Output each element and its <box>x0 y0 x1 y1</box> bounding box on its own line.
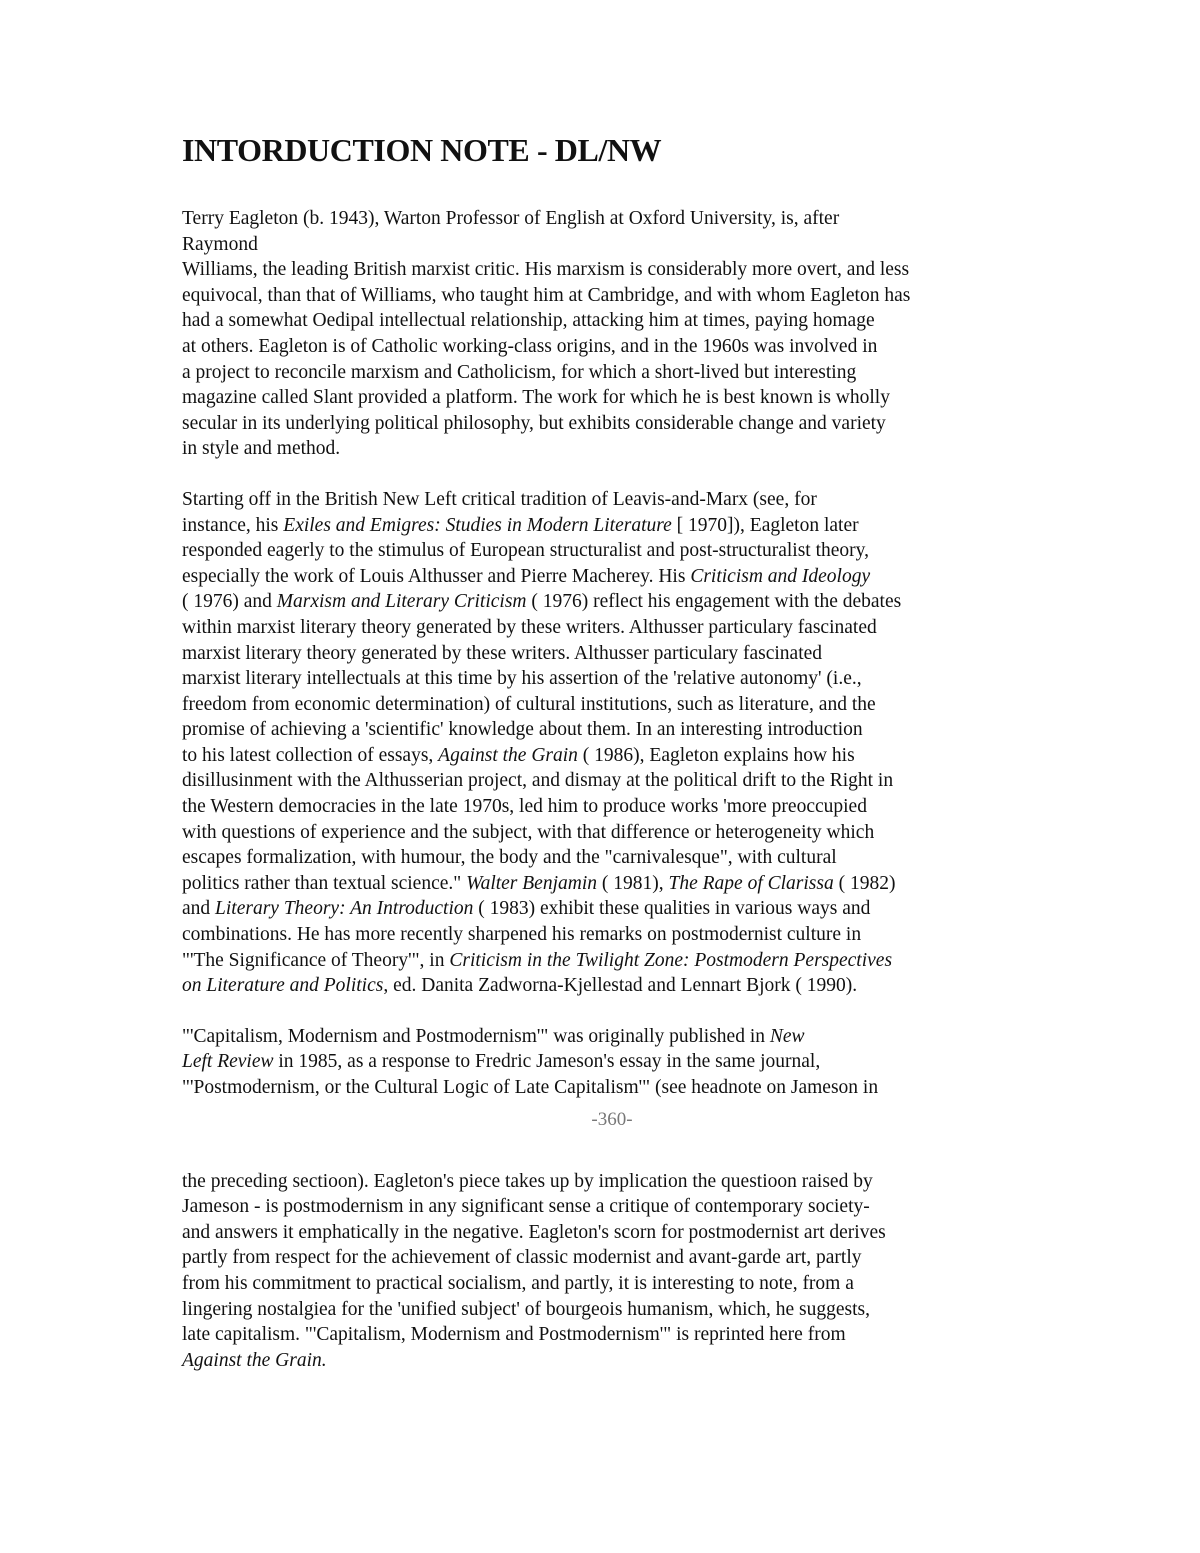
text-line <box>182 1169 1022 1195</box>
text-line <box>182 564 1022 590</box>
text-line <box>182 871 1022 897</box>
text-run: ( 1976) reflect his engagement with the debates <box>526 591 902 613</box>
text-line <box>182 948 1022 974</box>
text-line <box>182 717 1022 743</box>
text-line <box>182 385 1022 411</box>
text-run: Starting off in the British New Left critical tradition of Leavis-and-Marx (see, for <box>182 488 817 510</box>
paragraph-3 <box>182 1024 1022 1101</box>
paragraph-2 <box>182 487 1022 999</box>
text-run: and <box>182 898 216 920</box>
paragraph-1 <box>182 206 1022 462</box>
text-line <box>182 1348 1022 1374</box>
text-line <box>182 615 1022 641</box>
text-line <box>182 487 1022 513</box>
text-line <box>182 257 1022 283</box>
text-line <box>182 1297 1022 1323</box>
text-line <box>182 538 1022 564</box>
text-line <box>182 360 1022 386</box>
italic-title-text: The Rape of Clarissa <box>668 872 834 894</box>
italic-title-text: on Literature and Politics <box>182 975 384 997</box>
text-run: promise of achieving a 'scientific' knowledge about them. In an interesting introduction <box>182 719 863 741</box>
text-line <box>182 1024 1022 1050</box>
text-run: escapes formalization, with humour, the body and the "carnivalesque", with cultural <box>182 847 837 869</box>
text-line <box>182 768 1022 794</box>
text-run: lingering nostalgiea for the 'unified subject' of bourgeois humanism, which, he suggests, <box>182 1298 870 1320</box>
text-run: ( 1982) <box>833 872 896 894</box>
text-run: to his latest collection of essays, <box>182 744 439 766</box>
document-page <box>182 128 1022 1398</box>
text-line <box>182 794 1022 820</box>
paragraph-4 <box>182 1169 1022 1374</box>
text-run: at others. Eagleton is of Catholic working-class origins, and in the 1960s was involved in <box>182 335 878 357</box>
text-run: the preceding sectioon). Eagleton's piece takes up by implication the questioon raised by <box>182 1170 873 1192</box>
text-run: [ 1970]), Eagleton later <box>671 514 859 536</box>
text-line <box>182 308 1022 334</box>
italic-title-text: New <box>769 1025 805 1047</box>
text-run: Terry Eagleton (b. 1943), Warton Professor of English at Oxford University, is, after <box>182 208 840 229</box>
text-run: marxist literary intellectuals at this time by his assertion of the 'relative autonomy' (i.e., <box>182 668 862 690</box>
text-run: marxist literary theory generated by these writers. Althusser particulary fascinated <box>182 642 823 664</box>
text-run: secular in its underlying political philosophy, but exhibits considerable change and variety <box>182 412 886 434</box>
text-run: instance, his <box>182 514 284 536</box>
text-line <box>182 283 1022 309</box>
text-run: the Western democracies in the late 1970s, led him to produce works 'more preoccupied <box>182 796 867 818</box>
text-line <box>182 411 1022 437</box>
text-line <box>182 820 1022 846</box>
text-line <box>182 896 1022 922</box>
italic-title-text: Walter Benjamin <box>466 872 598 894</box>
text-run: in 1985, as a response to Fredric Jameson's essay in the same journal, <box>273 1051 821 1073</box>
italic-title-text: Exiles and Emigres: Studies in Modern Literature <box>283 514 672 536</box>
text-run: Raymond <box>182 233 258 255</box>
text-run: ( 1983) exhibit these qualities in various ways and <box>473 898 871 920</box>
text-run: late capitalism. "'Capitalism, Modernism and Postmodernism'" is reprinted here from <box>182 1324 846 1346</box>
italic-title-text: Criticism in the Twilight Zone: Postmodern Perspectives <box>449 949 893 971</box>
text-run: magazine called Slant provided a platform. The work for which he is best known is wholly <box>182 387 890 409</box>
text-line <box>182 436 1022 462</box>
text-run: politics rather than textual science." <box>182 872 467 894</box>
text-run: freedom from economic determination) of cultural institutions, such as literature, and the <box>182 693 876 715</box>
italic-title-text: Literary Theory: An Introduction <box>215 898 474 920</box>
text-line <box>182 692 1022 718</box>
text-line <box>182 973 1022 999</box>
page-number: -360- <box>591 1108 633 1130</box>
text-run: "'Postmodernism, or the Cultural Logic of Late Capitalism'" (see headnote on Jameson in <box>182 1077 879 1098</box>
text-line <box>182 1322 1022 1348</box>
text-run: especially the work of Louis Althusser and Pierre Macherey. His <box>182 565 691 587</box>
text-line <box>182 1075 1022 1101</box>
text-line <box>182 666 1022 692</box>
text-line <box>182 743 1022 769</box>
text-run: Jameson - is postmodernism in any significant sense a critique of contemporary society- <box>182 1196 870 1218</box>
text-run: disillusinment with the Althusserian project, and dismay at the political drift to the Right in <box>182 770 894 792</box>
text-line <box>182 206 1022 232</box>
text-line <box>182 1271 1022 1297</box>
text-run: from his commitment to practical socialism, and partly, it is interesting to note, from a <box>182 1272 854 1294</box>
text-run: had a somewhat Oedipal intellectual relationship, attacking him at times, paying homage <box>182 310 875 332</box>
text-run: responded eagerly to the stimulus of European structuralist and post-structuralist theory, <box>182 540 870 562</box>
text-line <box>182 1049 1022 1075</box>
text-run: and answers it emphatically in the negative. Eagleton's scorn for postmodernist art derives <box>182 1221 886 1243</box>
italic-title-text: Left Review <box>182 1051 274 1073</box>
italic-title-text: Against the Grain. <box>182 1349 327 1371</box>
text-line <box>182 1220 1022 1246</box>
text-run: Williams, the leading British marxist critic. His marxism is considerably more overt, and less <box>182 259 910 281</box>
text-line <box>182 589 1022 615</box>
text-run: ( 1986), Eagleton explains how his <box>577 744 855 766</box>
text-line <box>182 641 1022 667</box>
text-line <box>182 334 1022 360</box>
text-run: , ed. Danita Zadworna-Kjellestad and Lennart Bjork ( 1990). <box>383 975 858 997</box>
text-run: ( 1981), <box>597 872 669 894</box>
text-line <box>182 922 1022 948</box>
page-title: INTORDUCTION NOTE - DL/NW <box>182 132 662 168</box>
text-run: in style and method. <box>182 438 341 460</box>
text-line <box>182 845 1022 871</box>
text-run: with questions of experience and the subject, with that difference or heterogeneity which <box>182 821 875 843</box>
text-run: "'Capitalism, Modernism and Postmodernism'" was originally published in <box>182 1025 770 1047</box>
italic-title-text: Against the Grain <box>438 744 578 766</box>
italic-title-text: Criticism and Ideology <box>690 565 871 587</box>
text-line <box>182 513 1022 539</box>
italic-title-text: Marxism and Literary Criticism <box>276 591 527 613</box>
text-line <box>182 232 1022 258</box>
text-run: a project to reconcile marxism and Catholicism, for which a short-lived but interesting <box>182 361 857 383</box>
text-line <box>182 1245 1022 1271</box>
text-run: ( 1976) and <box>182 591 277 613</box>
text-line <box>182 1194 1022 1220</box>
text-run: equivocal, than that of Williams, who taught him at Cambridge, and with whom Eagleton has <box>182 284 911 306</box>
text-run: combinations. He has more recently sharpened his remarks on postmodernist culture in <box>182 924 862 946</box>
text-run: within marxist literary theory generated by these writers. Althusser particulary fascinated <box>182 616 877 638</box>
text-run: "'The Significance of Theory'", in <box>182 949 450 971</box>
text-run: partly from respect for the achievement of classic modernist and avant-garde art, partly <box>182 1247 862 1269</box>
